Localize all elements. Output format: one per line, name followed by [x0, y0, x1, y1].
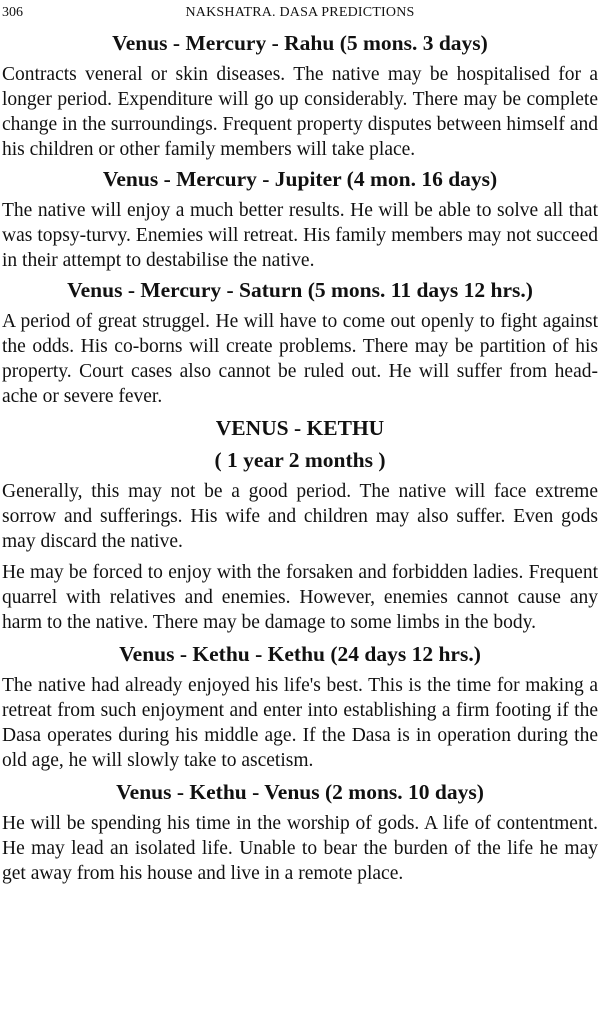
running-header: [2, 2, 598, 24]
section-heading: Venus - Mercury - Rahu (5 mons. 3 days): [112, 31, 488, 55]
section-heading: Venus - Mercury - Jupiter (4 mon. 16 days): [102, 167, 498, 191]
major-period-heading: VENUS - KETHU: [215, 416, 385, 440]
section-paragraph: Contracts veneral or skin diseases. The native may be hospitalised for a longer period. Expenditure will go up considerably. There may be complete change in the surroundings. Frequent property disputes between himself and his children or other family members will take place.: [2, 64, 598, 160]
subsection-paragraph: The native had already enjoyed his life's best. This is the time for making a retreat from such enjoyment and enter into establishing a firm footing if the Dasa operates during his middle age. If the Dasa is in operation during the old age, he will slowly take to ascetism.: [2, 675, 598, 771]
major-period-duration: ( 1 year 2 months ): [214, 448, 386, 472]
section-heading: Venus - Mercury - Saturn (5 mons. 11 days 12 hrs.): [67, 278, 533, 302]
subsection-heading: Venus - Kethu - Venus (2 mons. 10 days): [116, 780, 484, 804]
subsection-heading: Venus - Kethu - Kethu (24 days 12 hrs.): [119, 642, 481, 666]
major-period-paragraph: He may be forced to enjoy with the forsaken and forbidden ladies. Frequent quarrel with relatives and enemies. However, enemies cannot cause any harm to the native. There may be damage to some limbs in the body.: [2, 562, 598, 633]
section-paragraph: A period of great struggel. He will have to come out openly to fight against the odds. His co-borns will create problems. There may be partition of his property. Court cases also cannot be ruled out. He will suffer from head-ache or severe fever.: [2, 311, 598, 407]
subsection-paragraph: He will be spending his time in the worship of gods. A life of contentment. He may lead an isolated life. Unable to bear the burden of the life he may get away from his house and live in a remote place.: [2, 813, 598, 884]
page-number: 306: [2, 5, 23, 20]
major-period-paragraph: Generally, this may not be a good period. The native will face extreme sorrow and sufferings. His wife and children may also suffer. Even gods may discard the native.: [2, 481, 598, 552]
running-title: NAKSHATRA. DASA PREDICTIONS: [185, 5, 415, 20]
section-paragraph: The native will enjoy a much better results. He will be able to solve all that was topsy-turvy. Enemies will retreat. His family members may not succeed in their attempt to destabilise the native.: [2, 200, 598, 271]
